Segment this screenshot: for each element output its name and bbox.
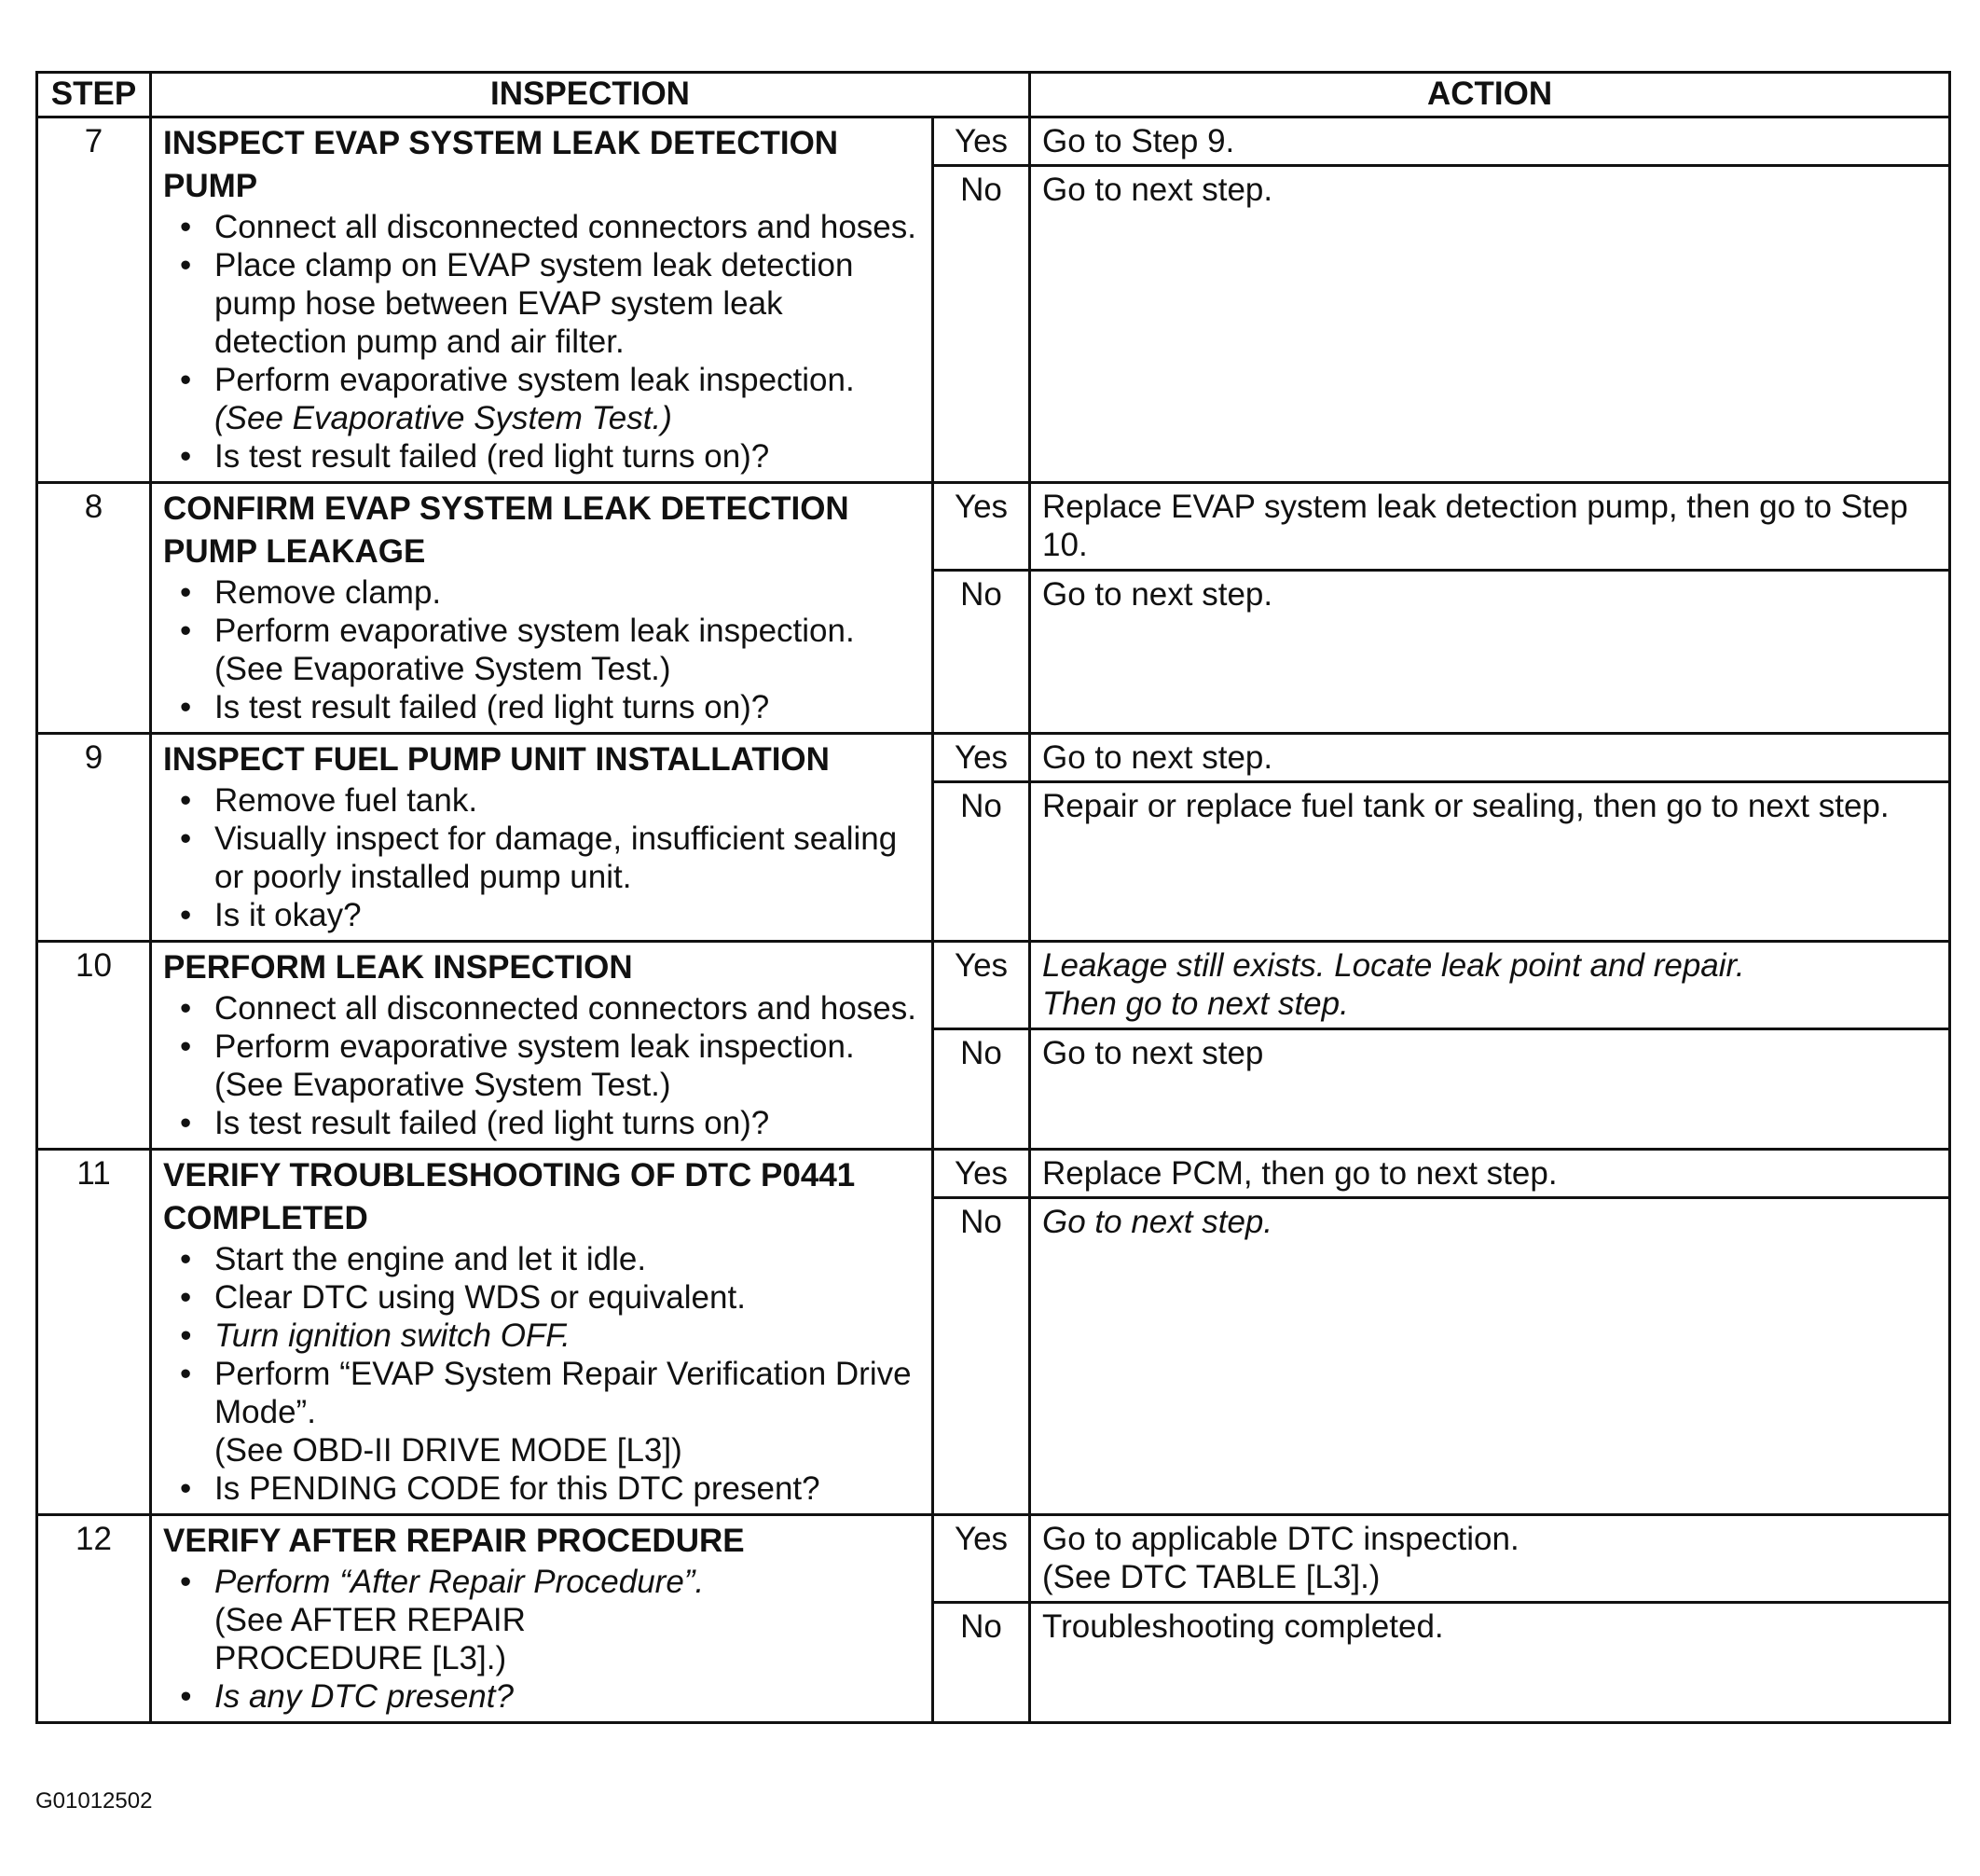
bullet-item: • Turn ignition switch OFF. (163, 1317, 918, 1355)
yes-action: Go to Step 9. (1030, 117, 1950, 166)
inspection-cell (151, 483, 933, 734)
no-action: Go to next step. (1030, 166, 1950, 483)
header-action: ACTION (1030, 73, 1950, 117)
no-label: No (933, 1029, 1030, 1150)
bullet-item: • Connect all disconnected connectors and hoses. (163, 208, 918, 246)
bullet-item: • Visually inspect for damage, insufficient sealing or poorly installed pump unit. (163, 820, 918, 896)
no-label: No (933, 782, 1030, 942)
inspection-cell (151, 734, 933, 942)
header-inspection: INSPECTION (151, 73, 1030, 117)
step-row-yes (37, 483, 1950, 571)
table-header-row (37, 73, 1950, 117)
bullet-item (163, 361, 918, 437)
step-number: 9 (37, 734, 151, 942)
bullet-item (163, 1355, 918, 1469)
step-number: 11 (37, 1150, 151, 1515)
bullet-note: (See Evaporative System Test.) (214, 651, 671, 687)
step-number: 7 (37, 117, 151, 483)
no-action: Troubleshooting completed. (1030, 1603, 1950, 1723)
no-action: Go to next step (1030, 1029, 1950, 1150)
bullet-item: • Is any DTC present? (163, 1677, 918, 1716)
bullet-note: (See AFTER REPAIR PROCEDURE [L3].) (214, 1602, 526, 1676)
bullet-text: Perform “EVAP System Repair Verification Drive Mode”. (214, 1356, 912, 1430)
figure-id: G01012502 (35, 1788, 153, 1814)
no-action: Repair or replace fuel tank or sealing, then go to next step. (1030, 782, 1950, 942)
step-number: 10 (37, 942, 151, 1150)
step-row-yes (37, 1515, 1950, 1603)
no-label: No (933, 1603, 1030, 1723)
inspection-title: INSPECT EVAP SYSTEM LEAK DETECTION PUMP (163, 125, 839, 204)
step-number: 8 (37, 483, 151, 734)
no-label: No (933, 166, 1030, 483)
yes-label: Yes (933, 942, 1030, 1029)
inspection-bullets (163, 989, 918, 1142)
yes-action: Go to next step. (1030, 734, 1950, 782)
no-label: No (933, 571, 1030, 734)
inspection-title: CONFIRM EVAP SYSTEM LEAK DETECTION PUMP LEAKAGE (163, 490, 849, 570)
inspection-cell (151, 1515, 933, 1723)
bullet-item (163, 1563, 918, 1677)
bullet-item (163, 612, 918, 688)
yes-action: Go to applicable DTC inspection. (See DTC TABLE [L3].) (1030, 1515, 1950, 1603)
step-row-yes (37, 117, 1950, 166)
bullet-note: (See Evaporative System Test.) (214, 1067, 671, 1103)
bullet-item: • Place clamp on EVAP system leak detection pump hose between EVAP system leak detection pump and air filter. (163, 246, 918, 361)
no-action: Go to next step. (1030, 571, 1950, 734)
no-label: No (933, 1198, 1030, 1515)
bullet-note: (See Evaporative System Test.) (214, 400, 672, 436)
bullet-item: • Is test result failed (red light turns on)? (163, 1104, 918, 1142)
inspection-bullets (163, 208, 918, 476)
step-row-yes (37, 942, 1950, 1029)
inspection-bullets (163, 1563, 918, 1716)
bullet-text: Perform evaporative system leak inspection. (214, 362, 855, 398)
no-action: Go to next step. (1030, 1198, 1950, 1515)
bullet-item: • Is it okay? (163, 896, 918, 934)
yes-action: Leakage still exists. Locate leak point and repair. Then go to next step. (1030, 942, 1950, 1029)
inspection-cell (151, 1150, 933, 1515)
inspection-title: VERIFY AFTER REPAIR PROCEDURE (163, 1523, 745, 1559)
bullet-text: Perform evaporative system leak inspection. (214, 1028, 855, 1065)
bullet-note: (See OBD-II DRIVE MODE [L3]) (214, 1432, 682, 1469)
yes-action: Replace EVAP system leak detection pump, then go to Step 10. (1030, 483, 1950, 571)
yes-label: Yes (933, 1515, 1030, 1603)
step-number: 12 (37, 1515, 151, 1723)
bullet-item: • Connect all disconnected connectors and hoses. (163, 989, 918, 1028)
bullet-item: • Is PENDING CODE for this DTC present? (163, 1469, 918, 1508)
yes-action: Replace PCM, then go to next step. (1030, 1150, 1950, 1198)
step-row-yes (37, 1150, 1950, 1198)
yes-label: Yes (933, 1150, 1030, 1198)
bullet-text: Perform “After Repair Procedure”. (214, 1564, 705, 1600)
bullet-item: • Is test result failed (red light turns on)? (163, 437, 918, 476)
inspection-title: INSPECT FUEL PUMP UNIT INSTALLATION (163, 741, 830, 778)
bullet-item: • Clear DTC using WDS or equivalent. (163, 1278, 918, 1317)
yes-label: Yes (933, 483, 1030, 571)
header-step: STEP (37, 73, 151, 117)
yes-label: Yes (933, 117, 1030, 166)
bullet-item: • Remove fuel tank. (163, 781, 918, 820)
inspection-title: PERFORM LEAK INSPECTION (163, 949, 633, 986)
bullet-text: Perform evaporative system leak inspection. (214, 613, 855, 649)
diagnostic-table (35, 71, 1951, 1724)
bullet-item: • Remove clamp. (163, 573, 918, 612)
bullet-item (163, 1028, 918, 1104)
bullet-item: • Start the engine and let it idle. (163, 1240, 918, 1278)
inspection-cell (151, 117, 933, 483)
yes-label: Yes (933, 734, 1030, 782)
inspection-bullets (163, 1240, 918, 1508)
inspection-bullets (163, 781, 918, 934)
inspection-bullets (163, 573, 918, 726)
inspection-title: VERIFY TROUBLESHOOTING OF DTC P0441 COMPLETED (163, 1157, 856, 1236)
bullet-item: • Is test result failed (red light turns on)? (163, 688, 918, 726)
inspection-cell (151, 942, 933, 1150)
step-row-yes (37, 734, 1950, 782)
